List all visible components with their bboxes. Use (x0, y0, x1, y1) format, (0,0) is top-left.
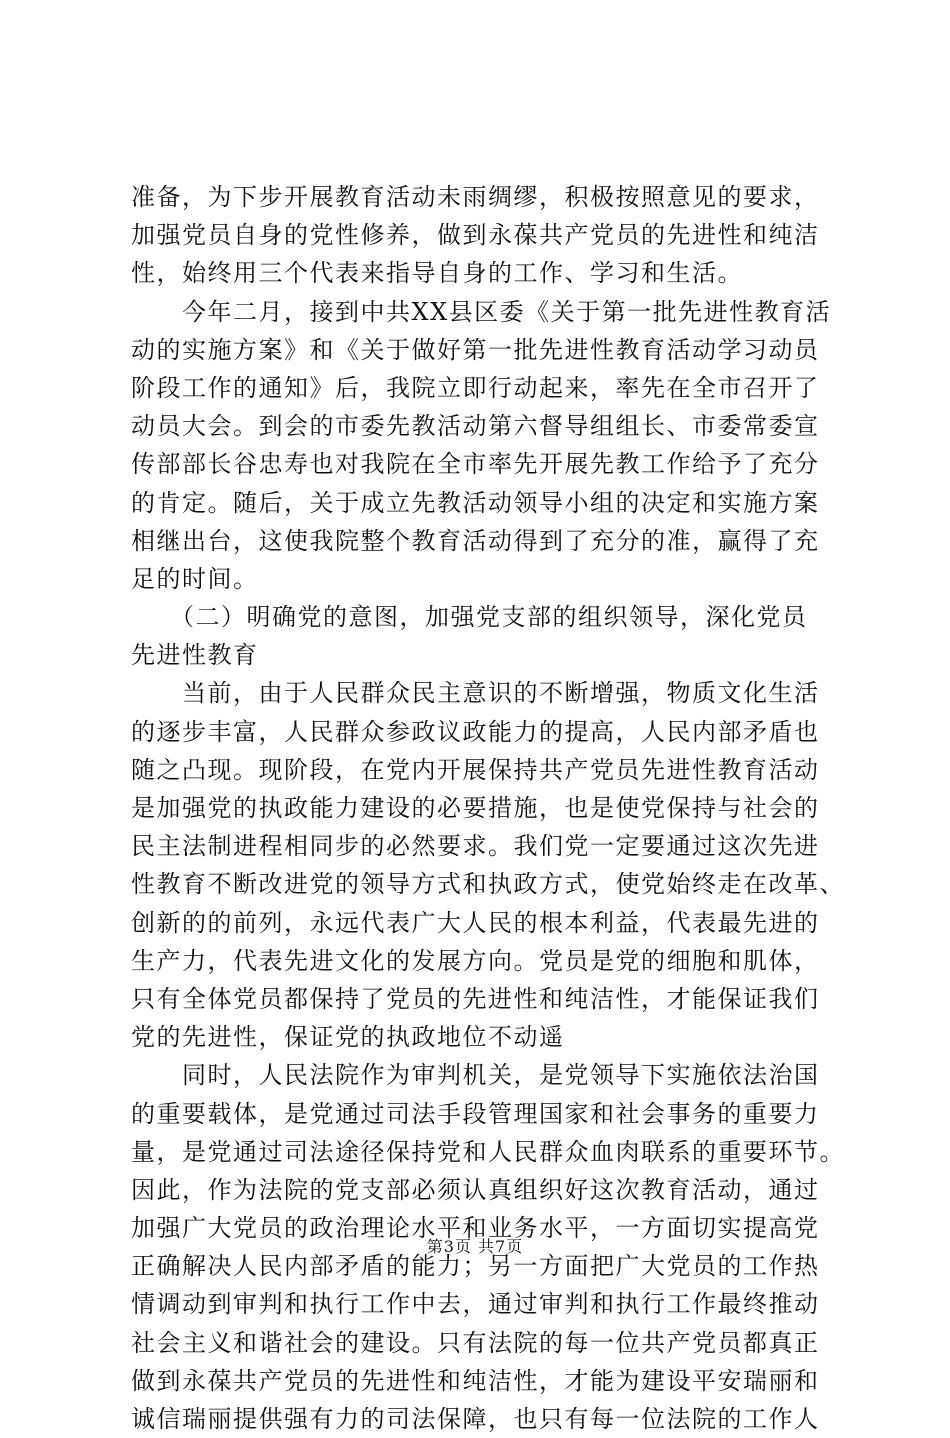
text-line: 性，始终用三个代表来指导自身的工作、学习和生活。 (131, 259, 743, 288)
text-line: 只有全体党员都保持了党员的先进性和纯洁性，才能保证我们 (131, 984, 820, 1013)
text-line: 情调动到审判和执行工作中去，通过审判和执行工作最终推动 (131, 1290, 820, 1319)
text-line: 性教育不断改进党的领导方式和执政方式，使党始终走在改革、 (131, 870, 845, 899)
text-line: 相继出台，这使我院整个教育活动得到了充分的准，赢得了充 (131, 526, 820, 555)
text-line: 阶段工作的通知》后，我院立即行动起来，率先在全市召开了 (131, 373, 820, 402)
text-line: 加强党员自身的党性修养，做到永葆共产党员的先进性和纯洁 (131, 221, 820, 250)
text-line: 生产力，代表先进文化的发展方向。党员是党的细胞和肌体， (131, 946, 820, 975)
text-line: 量，是党通过司法途径保持党和人民群众血肉联系的重要环节。 (131, 1137, 845, 1166)
text-line: 因此，作为法院的党支部必须认真组织好这次教育活动，通过 (131, 1175, 820, 1204)
text-line: 是加强党的执政能力建设的必要措施，也是使党保持与社会的 (131, 794, 820, 822)
text-line: 动员大会。到会的市委先教活动第六督导组组长、市委常委宣 (131, 412, 820, 441)
text-line: 的逐步丰富，人民群众参政议政能力的提高，人民内部矛盾也 (131, 717, 820, 746)
text-line: 传部部长谷忠寿也对我院在全市率先开展先教工作给予了充分 (131, 450, 820, 479)
text-line: 创新的的前列，永远代表广大人民的根本利益，代表最先进的 (131, 908, 820, 937)
page-number-footer: 第3页 共7页 (426, 1237, 524, 1256)
text-line: 随之凸现。现阶段，在党内开展保持共产党员先进性教育活动 (131, 755, 820, 784)
text-line: 党的先进性，保证党的执政地位不动遥 (131, 1023, 565, 1052)
text-line: 当前，由于人民群众民主意识的不断增强，物质文化生活 (131, 679, 820, 708)
text-line: 做到永葆共产党员的先进性和纯洁性，才能为建设平安瑞丽和 (131, 1366, 820, 1395)
text-line: 加强广大党员的政治理论水平和业务水平，一方面切实提高党 (131, 1214, 820, 1243)
text-line: 民主法制进程相同步的必然要求。我们党一定要通过这次先进 (131, 832, 820, 861)
text-line: 社会主义和谐社会的建设。只有法院的每一位共产党员都真正 (131, 1328, 820, 1357)
text-line: 动的实施方案》和《关于做好第一批先进性教育活动学习动员 (131, 335, 820, 364)
text-line: 足的时间。 (131, 564, 259, 593)
text-line: 准备，为下步开展教育活动未雨绸缪，积极按照意见的要求， (131, 183, 820, 211)
text-line: 的肯定。随后，关于成立先教活动领导小组的决定和实施方案 (131, 488, 820, 517)
text-line: 的重要载体，是党通过司法手段管理国家和社会事务的重要力 (131, 1099, 820, 1128)
text-line: 正确解决人民内部矛盾的能力；另一方面把广大党员的工作热 (131, 1252, 820, 1281)
section-heading-line: 先进性教育 (131, 641, 259, 670)
text-line: 同时，人民法院作为审判机关，是党领导下实施依法治国 (131, 1061, 820, 1090)
text-line: 今年二月，接到中共XX县区委《关于第一批先进性教育活 (131, 297, 832, 326)
text-line: 诚信瑞丽提供强有力的司法保障，也只有每一位法院的工作人 (131, 1405, 820, 1433)
section-heading-line: （二）明确党的意图，加强党支部的组织领导，深化党员 (131, 603, 808, 632)
